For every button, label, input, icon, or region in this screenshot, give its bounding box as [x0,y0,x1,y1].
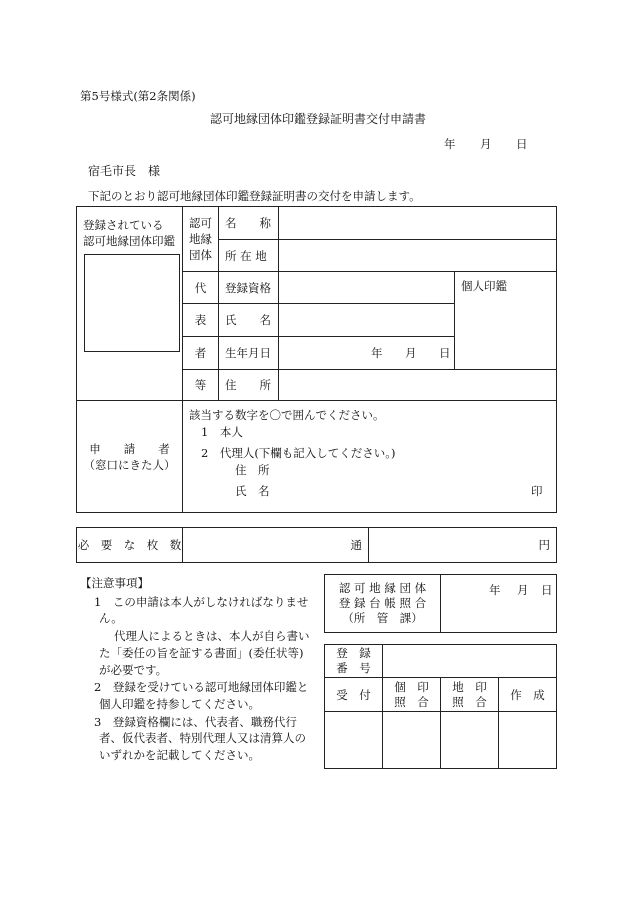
rep-char-2: 表 [183,304,219,337]
ledger-label-cell [325,575,441,633]
seal-mark: 印 [531,484,543,498]
option-self[interactable]: 1 本人 [201,425,243,439]
note-2b: 個人印鑑を持参してください。 [99,697,260,711]
org-label-1: 認可 [189,216,212,230]
fee-unit: 円 [538,538,550,552]
note-1b: ん。 [99,611,123,625]
org-check-1: 地 印 [452,679,487,694]
personal-check-1: 個 印 [394,679,429,694]
registered-seal-box[interactable] [84,254,180,352]
name-label: 名 称 [219,207,279,240]
org-label-cell [183,207,219,272]
personal-check-label [383,678,441,712]
agent-address-label: 住 所 [235,463,270,477]
note-2a: 2 登録を受けている認可地縁団体印鑑と [94,680,309,694]
rep-name-field[interactable] [279,304,455,337]
birth-month: 月 [405,346,417,360]
note-3a: 3 登録資格欄には、代表者、職務代行 [94,715,297,729]
ledger-month: 月 [517,583,529,597]
copies-unit: 通 [350,538,362,552]
qualification-label: 登録資格 [219,272,279,304]
rep-name-label: 氏 名 [219,304,279,337]
personal-seal-cell[interactable] [455,272,557,370]
birth-day: 日 [439,346,451,360]
org-address-field[interactable] [279,240,557,272]
personal-check-field[interactable] [383,712,441,769]
fee-field[interactable] [369,528,557,563]
residence-field[interactable] [279,370,557,401]
issue-label: 作 成 [499,678,557,712]
rep-char-1: 代 [183,272,219,304]
ledger-label-1: 認 可 地 縁 団 体 [338,581,427,595]
notes-heading: 【注意事項】 [80,576,149,590]
note-1c: 代理人によるときは、本人が自ら書い [114,629,310,643]
ledger-label-2: 登 録 台 帳 照 合 [338,596,427,610]
org-check-label [441,678,499,712]
copies-table [76,527,557,563]
qualification-field[interactable] [279,272,455,304]
note-3c: いずれかを記載してください。 [99,748,260,762]
reg-no-field[interactable] [383,645,557,678]
main-table [76,206,557,513]
rep-char-3: 者 [183,337,219,370]
org-label-3: 団体 [189,248,212,262]
ledger-day: 日 [541,583,553,597]
copies-label: 必 要 な 枚 数 [77,528,183,563]
org-check-2: 照 合 [452,694,487,709]
ledger-year: 年 [489,583,501,597]
org-check-field[interactable] [441,712,499,769]
registered-seal-label-2: 認可地縁団体印鑑 [83,234,175,248]
applicant-label-cell [77,401,183,513]
ledger-table [324,574,557,633]
ledger-label-3: （所 管 課） [342,611,423,625]
applicant-instruction: 該当する数字を〇で囲んでください。 [189,408,385,422]
registered-seal-cell [77,207,183,401]
intro-text: 下記のとおり認可地縁団体印鑑登録証明書の交付を申請します。 [88,189,421,203]
agent-name-label: 氏 名 [235,484,270,498]
org-name-field[interactable] [279,207,557,240]
option-agent[interactable]: 2 代理人(下欄も記入してください。) [201,446,396,460]
note-3b: 者、仮代表者、特別代理人又は清算人の [99,731,306,745]
date-year-label: 年 [444,137,456,151]
applicant-detail-cell[interactable] [183,401,557,513]
addressee: 宿毛市長 様 [88,164,161,178]
form-title: 認可地縁団体印鑑登録証明書交付申請書 [210,112,427,126]
personal-check-2: 照 合 [394,694,429,709]
registered-seal-label-1: 登録されている [83,218,164,232]
applicant-sub: （窓口にきた人） [83,457,176,472]
date-day-label: 日 [516,137,528,151]
rep-char-4: 等 [183,370,219,401]
date-month-label: 月 [480,137,492,151]
org-label-2: 地縁 [189,232,212,246]
form-number: 第5号様式(第2条関係) [80,89,196,103]
reg-no-label-2: 番 号 [336,661,371,675]
birth-year: 年 [371,346,383,360]
residence-label: 住 所 [219,370,279,401]
receipt-label: 受 付 [325,678,383,712]
note-1e: が必要です。 [99,663,168,677]
birth-label: 生年月日 [219,337,279,370]
issue-field[interactable] [499,712,557,769]
applicant-label: 申 請 者 [89,441,170,456]
birth-field[interactable] [279,337,455,370]
copies-field[interactable] [183,528,369,563]
reg-no-label-1: 登 録 [336,646,371,660]
reg-no-label [325,645,383,678]
receipt-stamp-field[interactable] [325,712,383,769]
personal-seal-label: 個人印鑑 [461,279,507,293]
office-table [324,644,557,769]
note-1a: 1 この申請は本人がしなければなりませ [94,595,309,609]
note-1d: た「委任の旨を証する書面」(委任状等) [99,646,304,660]
ledger-date-field[interactable] [441,575,557,633]
address-label: 所 在 地 [219,240,279,272]
